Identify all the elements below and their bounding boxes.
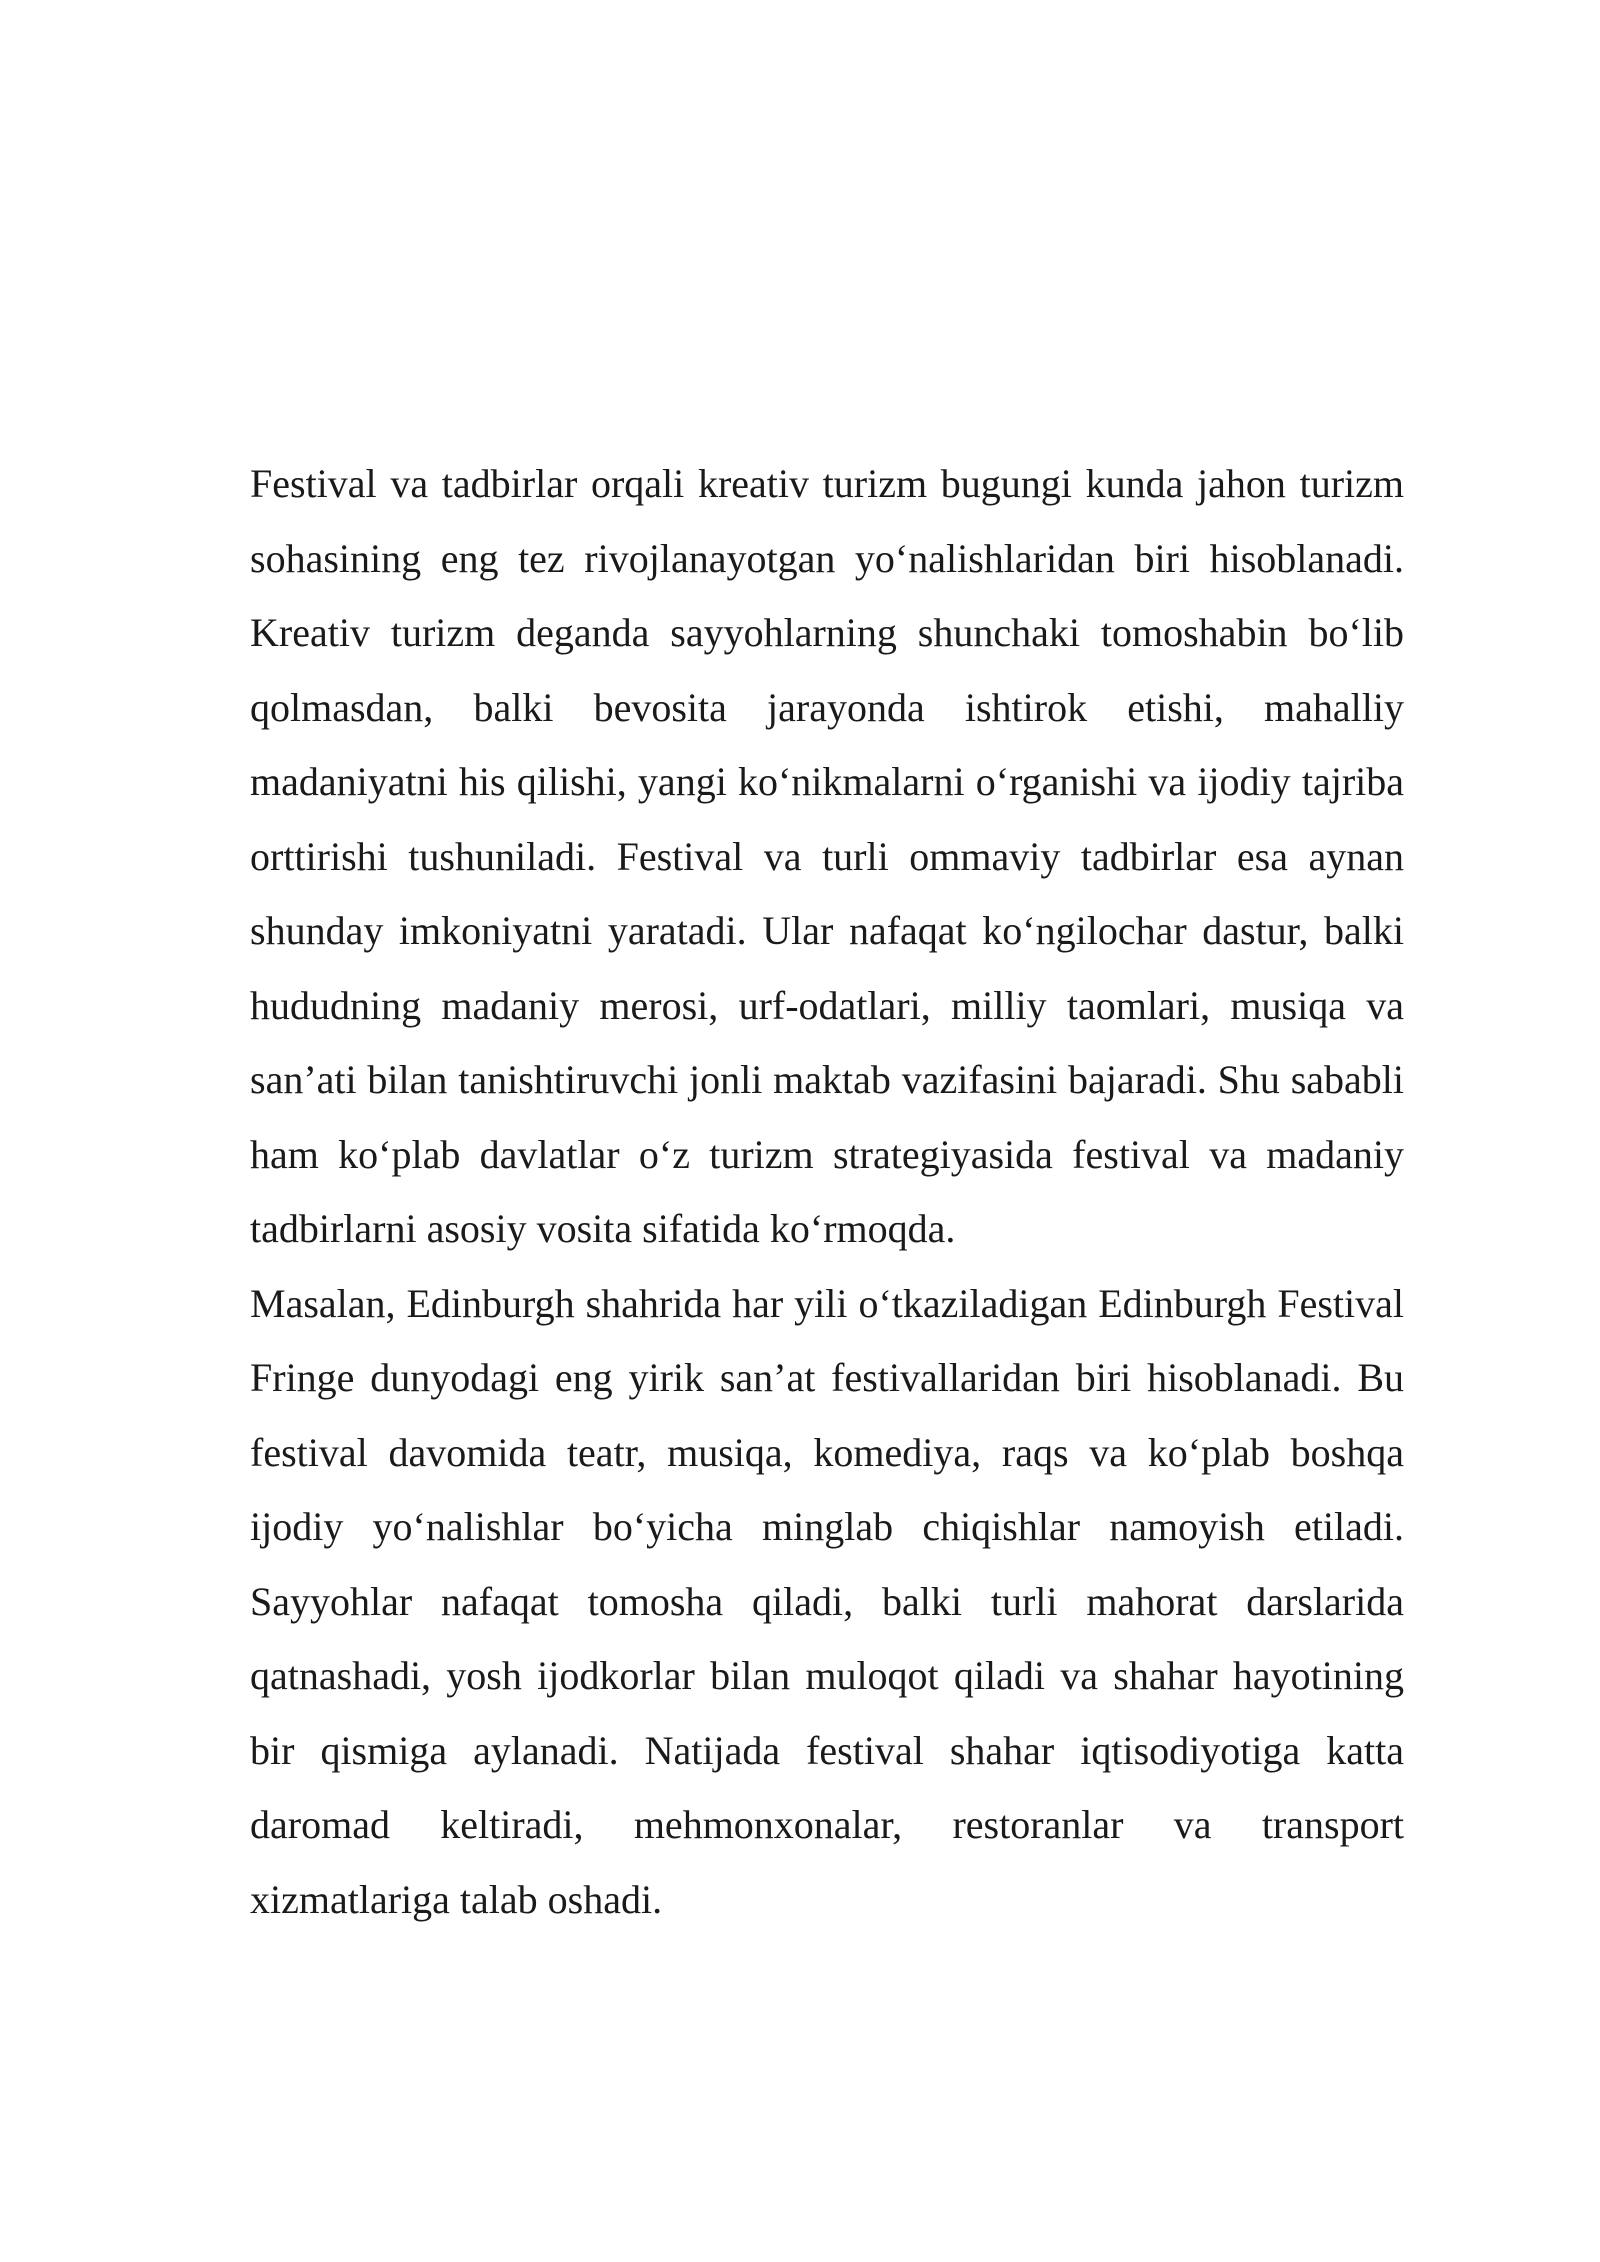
document-body	[250, 447, 1404, 1937]
paragraph-creative-tourism: Festival va tadbirlar orqali kreativ turizm bugungi kunda jahon turizm sohasining eng tez rivojlanayotgan yo‘nalishlaridan biri hisoblanadi. Kreativ turizm deganda sayyohlarning shunchaki tomoshabin bo‘lib qolmasdan, balki bevosita jarayonda ishtirok etishi, mahalliy madaniyatni his qilishi, yangi ko‘nikmalarni o‘rganishi va ijodiy tajriba orttirishi tushuniladi. Festival va turli ommaviy tadbirlar esa aynan shunday imkoniyatni yaratadi. Ular nafaqat ko‘ngilochar dastur, balki hududning madaniy merosi, urf-odatlari, milliy taomlari, musiqa va san’ati bilan tanishtiruvchi jonli maktab vazifasini bajaradi. Shu sababli ham ko‘plab davlatlar o‘z turizm strategiyasida festival va madaniy tadbirlarni asosiy vosita sifatida ko‘rmoqda.	[250, 461, 1404, 1251]
paragraph-edinburgh-example: Masalan, Edinburgh shahrida har yili o‘tkaziladigan Edinburgh Festival Fringe dunyodagi eng yirik san’at festivallaridan biri hisoblanadi. Bu festival davomida teatr, musiqa, komediya, raqs va ko‘plab boshqa ijodiy yo‘nalishlar bo‘yicha minglab chiqishlar namoyish etiladi. Sayyohlar nafaqat tomosha qiladi, balki turli mahorat darslarida qatnashadi, yosh ijodkorlar bilan muloqot qiladi va shahar hayotining bir qismiga aylanadi. Natijada festival shahar iqtisodiyotiga katta daromad keltiradi, mehmonxonalar, restoranlar va transport xizmatlariga talab oshadi.	[250, 1280, 1404, 1922]
